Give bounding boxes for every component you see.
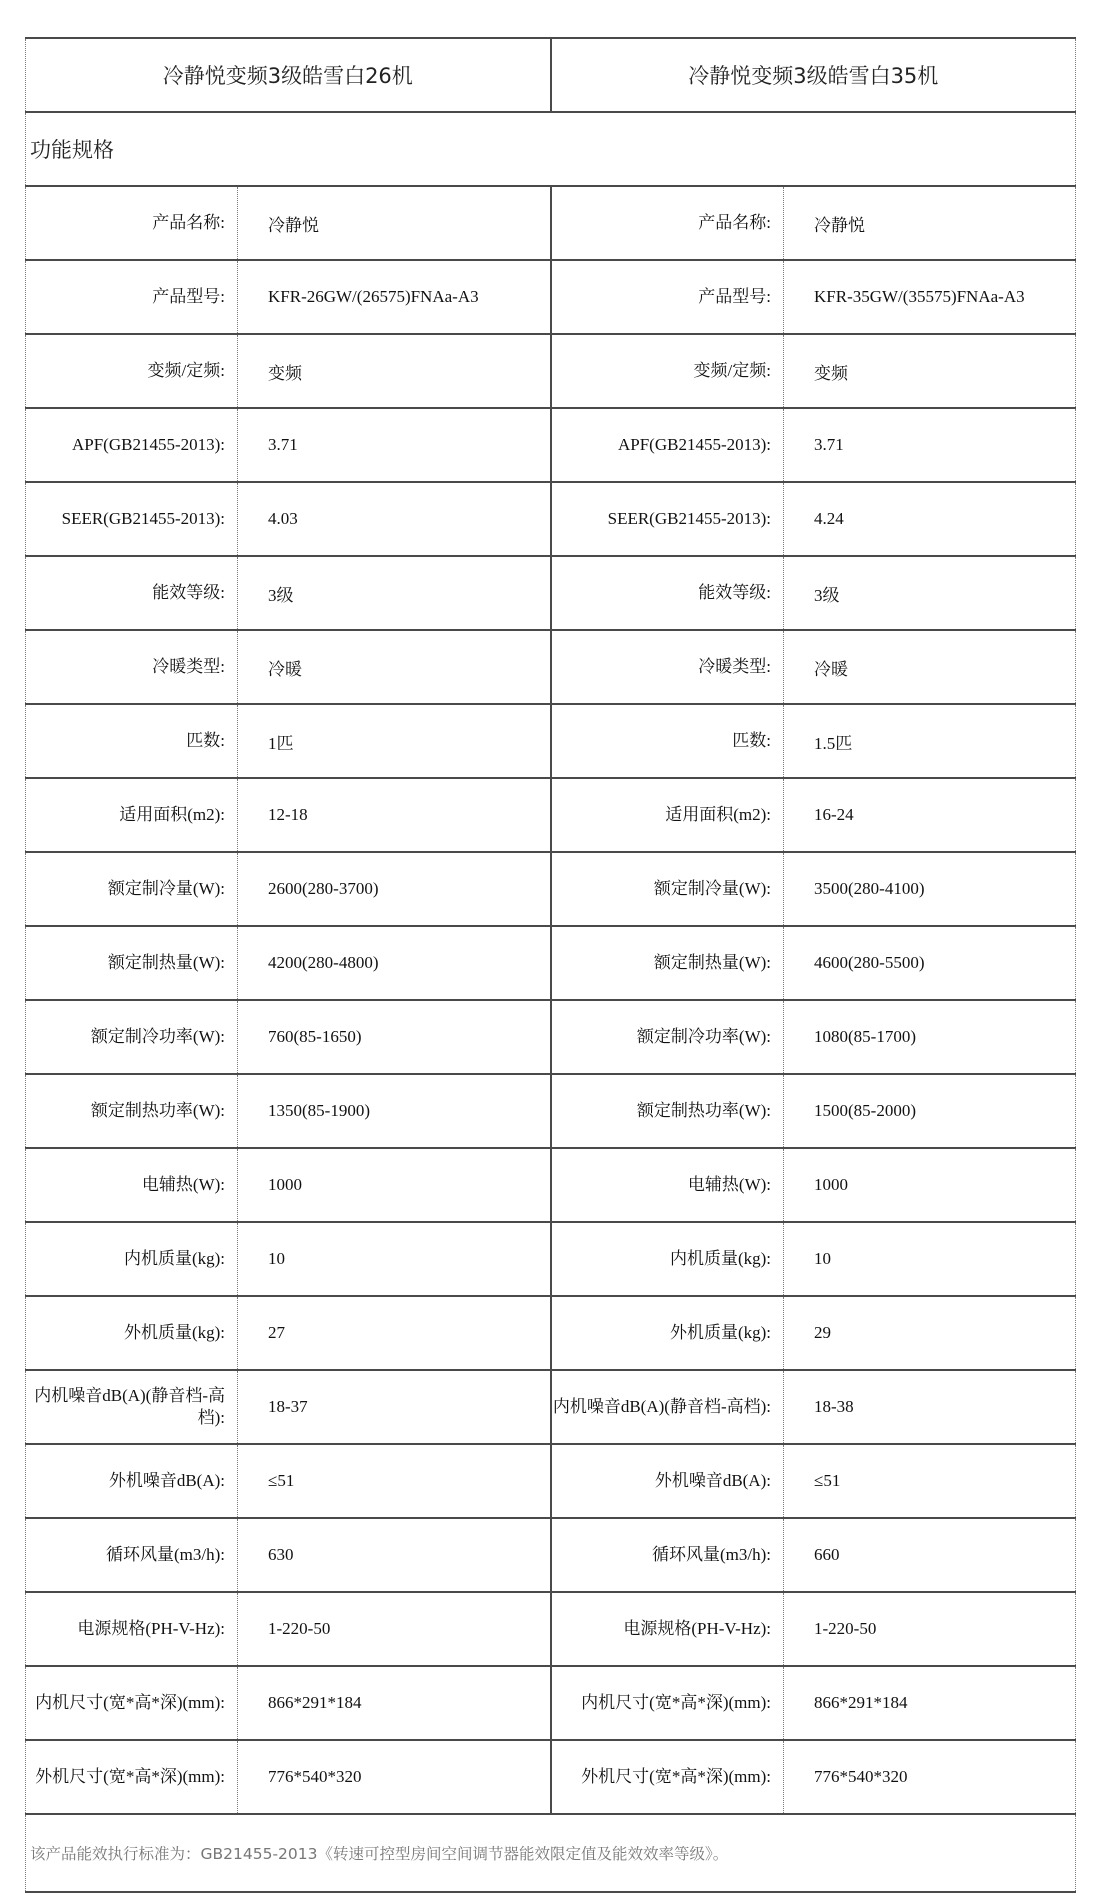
spec-label-right: 额定制热功率(W): <box>551 1074 784 1148</box>
spec-label-right: APF(GB21455-2013): <box>551 408 784 482</box>
spec-value-left: KFR-26GW/(26575)FNAa-A3 <box>238 260 551 334</box>
section-header-row <box>26 112 1076 186</box>
spec-label-left: 外机噪音dB(A): <box>26 1444 238 1518</box>
spec-value-right: 冷暖 <box>784 630 1076 704</box>
spec-value-left: 2600(280-3700) <box>238 852 551 926</box>
spec-value-right: 18-38 <box>784 1370 1076 1444</box>
spec-value-left: 变频 <box>238 334 551 408</box>
spec-row <box>26 1222 1076 1296</box>
spec-label-left: 内机尺寸(宽*高*深)(mm): <box>26 1666 238 1740</box>
spec-row <box>26 1296 1076 1370</box>
spec-row <box>26 334 1076 408</box>
spec-label-left: 内机噪音dB(A)(静音档-高档): <box>26 1370 238 1444</box>
spec-label-right: SEER(GB21455-2013): <box>551 482 784 556</box>
spec-label-right: 能效等级: <box>551 556 784 630</box>
spec-label-right: 电源规格(PH-V-Hz): <box>551 1592 784 1666</box>
spec-row <box>26 1000 1076 1074</box>
spec-label-left: 电源规格(PH-V-Hz): <box>26 1592 238 1666</box>
spec-value-right: 4600(280-5500) <box>784 926 1076 1000</box>
spec-label-right: 外机噪音dB(A): <box>551 1444 784 1518</box>
spec-label-left: 额定制热量(W): <box>26 926 238 1000</box>
spec-label-right: 匹数: <box>551 704 784 778</box>
spec-row <box>26 778 1076 852</box>
spec-value-right: 1.5匹 <box>784 704 1076 778</box>
spec-value-left: 4.03 <box>238 482 551 556</box>
spec-row <box>26 260 1076 334</box>
spec-label-left: 冷暖类型: <box>26 630 238 704</box>
spec-row <box>26 482 1076 556</box>
spec-label-right: 外机质量(kg): <box>551 1296 784 1370</box>
spec-value-right: KFR-35GW/(35575)FNAa-A3 <box>784 260 1076 334</box>
spec-row <box>26 630 1076 704</box>
spec-value-left: 18-37 <box>238 1370 551 1444</box>
spec-row <box>26 1740 1076 1814</box>
spec-label-left: 变频/定频: <box>26 334 238 408</box>
spec-value-left: 1000 <box>238 1148 551 1222</box>
spec-value-left: 12-18 <box>238 778 551 852</box>
spec-value-left: 冷暖 <box>238 630 551 704</box>
spec-label-right: 内机噪音dB(A)(静音档-高档): <box>551 1370 784 1444</box>
spec-label-left: 外机尺寸(宽*高*深)(mm): <box>26 1740 238 1814</box>
spec-row <box>26 556 1076 630</box>
spec-value-right: 3.71 <box>784 408 1076 482</box>
footer-row <box>26 1814 1076 1892</box>
spec-label-right: 内机尺寸(宽*高*深)(mm): <box>551 1666 784 1740</box>
spec-value-left: 27 <box>238 1296 551 1370</box>
model-header-row <box>26 38 1076 112</box>
spec-row <box>26 186 1076 260</box>
spec-label-right: 额定制冷功率(W): <box>551 1000 784 1074</box>
spec-value-left: 760(85-1650) <box>238 1000 551 1074</box>
spec-label-right: 额定制冷量(W): <box>551 852 784 926</box>
spec-label-left: 额定制冷量(W): <box>26 852 238 926</box>
spec-value-left: 1-220-50 <box>238 1592 551 1666</box>
spec-label-left: 循环风量(m3/h): <box>26 1518 238 1592</box>
spec-value-left: 1350(85-1900) <box>238 1074 551 1148</box>
spec-value-left: 866*291*184 <box>238 1666 551 1740</box>
spec-label-right: 产品名称: <box>551 186 784 260</box>
spec-value-right: 866*291*184 <box>784 1666 1076 1740</box>
model-name-right: 冷静悦变频3级皓雪白35机 <box>551 38 1076 112</box>
spec-value-right: 3级 <box>784 556 1076 630</box>
spec-label-right: 变频/定频: <box>551 334 784 408</box>
spec-label-right: 电辅热(W): <box>551 1148 784 1222</box>
spec-label-left: 能效等级: <box>26 556 238 630</box>
spec-label-right: 内机质量(kg): <box>551 1222 784 1296</box>
spec-value-left: 1匹 <box>238 704 551 778</box>
spec-label-left: 匹数: <box>26 704 238 778</box>
section-title: 功能规格 <box>26 112 1076 186</box>
spec-row <box>26 926 1076 1000</box>
spec-label-left: 产品名称: <box>26 186 238 260</box>
spec-value-right: 1500(85-2000) <box>784 1074 1076 1148</box>
spec-row <box>26 408 1076 482</box>
spec-value-right: 冷静悦 <box>784 186 1076 260</box>
spec-label-right: 冷暖类型: <box>551 630 784 704</box>
spec-label-right: 产品型号: <box>551 260 784 334</box>
spec-value-right: 1-220-50 <box>784 1592 1076 1666</box>
spec-value-right: 29 <box>784 1296 1076 1370</box>
spec-label-right: 适用面积(m2): <box>551 778 784 852</box>
spec-comparison-table <box>25 37 1076 1893</box>
spec-value-left: 10 <box>238 1222 551 1296</box>
spec-value-right: 4.24 <box>784 482 1076 556</box>
spec-value-right: 1080(85-1700) <box>784 1000 1076 1074</box>
spec-value-right: 776*540*320 <box>784 1740 1076 1814</box>
spec-value-right: 10 <box>784 1222 1076 1296</box>
spec-value-left: 冷静悦 <box>238 186 551 260</box>
spec-row <box>26 1592 1076 1666</box>
spec-value-left: 3级 <box>238 556 551 630</box>
spec-value-right: 1000 <box>784 1148 1076 1222</box>
spec-label-right: 外机尺寸(宽*高*深)(mm): <box>551 1740 784 1814</box>
spec-label-left: APF(GB21455-2013): <box>26 408 238 482</box>
spec-value-left: 630 <box>238 1518 551 1592</box>
spec-label-left: 额定制热功率(W): <box>26 1074 238 1148</box>
spec-value-right: 660 <box>784 1518 1076 1592</box>
spec-row <box>26 704 1076 778</box>
model-name-left: 冷静悦变频3级皓雪白26机 <box>26 38 551 112</box>
spec-label-left: 外机质量(kg): <box>26 1296 238 1370</box>
spec-label-right: 额定制热量(W): <box>551 926 784 1000</box>
spec-label-left: 产品型号: <box>26 260 238 334</box>
spec-label-left: 电辅热(W): <box>26 1148 238 1222</box>
spec-label-left: 额定制冷功率(W): <box>26 1000 238 1074</box>
spec-value-right: 变频 <box>784 334 1076 408</box>
spec-value-right: ≤51 <box>784 1444 1076 1518</box>
spec-row <box>26 1666 1076 1740</box>
spec-label-left: SEER(GB21455-2013): <box>26 482 238 556</box>
spec-label-right: 循环风量(m3/h): <box>551 1518 784 1592</box>
spec-value-right: 3500(280-4100) <box>784 852 1076 926</box>
spec-value-left: 3.71 <box>238 408 551 482</box>
spec-value-left: 4200(280-4800) <box>238 926 551 1000</box>
spec-row <box>26 1518 1076 1592</box>
spec-value-left: ≤51 <box>238 1444 551 1518</box>
spec-label-left: 内机质量(kg): <box>26 1222 238 1296</box>
spec-row <box>26 1148 1076 1222</box>
spec-label-left: 适用面积(m2): <box>26 778 238 852</box>
spec-row <box>26 852 1076 926</box>
spec-row <box>26 1444 1076 1518</box>
spec-row <box>26 1370 1076 1444</box>
footer-note: 该产品能效执行标准为：GB21455-2013《转速可控型房间空间调节器能效限定值及能效效率等级》。 <box>26 1814 1076 1892</box>
spec-value-left: 776*540*320 <box>238 1740 551 1814</box>
spec-value-right: 16-24 <box>784 778 1076 852</box>
spec-row <box>26 1074 1076 1148</box>
